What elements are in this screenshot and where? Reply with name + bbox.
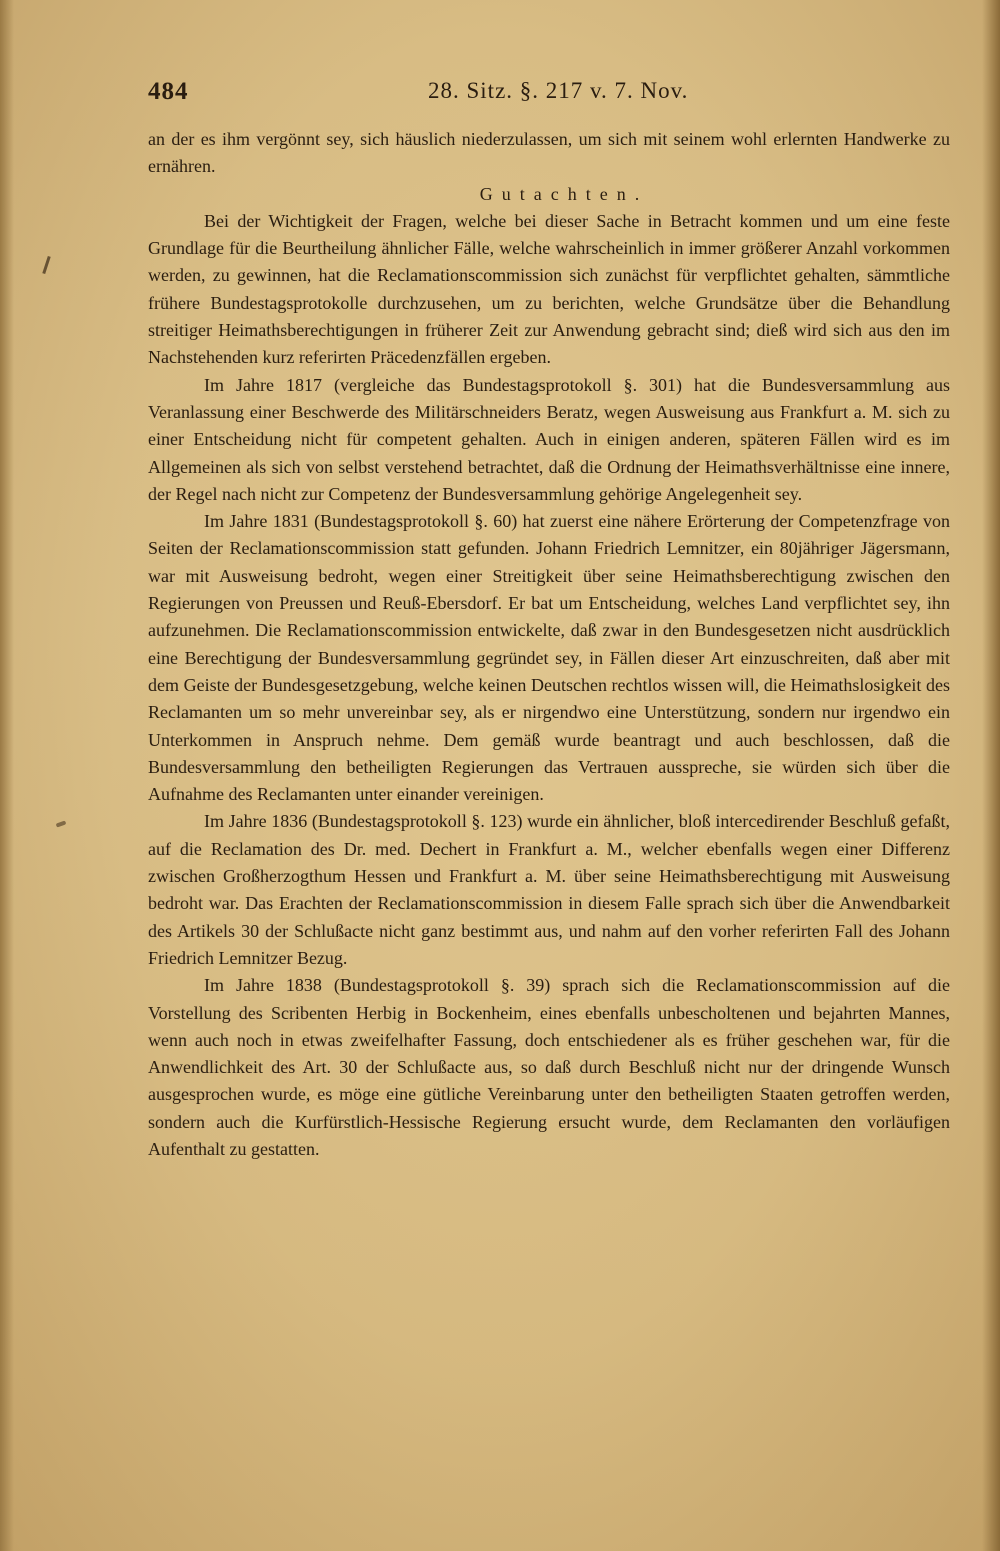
- paragraph-continuation: an der es ihm vergönnt sey, sich häuslich niederzulassen, um sich mit seinem wohl erlernten Handwerke zu ernähren.: [148, 129, 950, 177]
- page-edge-shadow-right: [982, 0, 1000, 1551]
- paragraph-intro: Bei der Wichtigkeit der Fragen, welche bei dieser Sache in Betracht kommen und um eine feste Grundlage für die Beurtheilung ähnlicher Fälle, welche wahrscheinlich in immer größerer Anzahl vorkommen werden, zu gewinnen, hat die Reclamationscommission sich zunächst für verpflichtet gehalten, sämmtliche frühere Bundestagsprotokolle durchzusehen, um zu berichten, welche Grundsätze über die Behandlung streitiger Heimathsberechtigungen in früherer Zeit zur Anwendung gebracht sind; dieß wird sich aus den im Nachstehenden kurz referirten Präcedenzfällen ergeben.: [148, 210, 950, 368]
- paragraph-1836: Im Jahre 1836 (Bundestagsprotokoll §. 123) wurde ein ähnlicher, bloß intercedirender Beschluß gefaßt, auf die Reclamation des Dr. med. Dechert in Frankfurt a. M., welcher ebenfalls wegen einer Differenz zwischen Großherzogthum Hessen und Frankfurt a. M. über seine Heimathsberechtigung mit Ausweisung bedroht war. Das Erachten der Reclamationscommission in diesem Falle sprach sich über die Anwendbarkeit des Artikels 30 der Schlußacte nicht ganz bestimmt aus, und nahm auf den vorher referirten Fall des Johann Friedrich Lemnitzer Bezug.: [148, 811, 950, 968]
- running-head: 28. Sitz. §. 217 v. 7. Nov.: [428, 78, 689, 103]
- section-heading: Gutachten.: [479, 183, 649, 204]
- body-text: [148, 126, 950, 1163]
- paragraph-1817: Im Jahre 1817 (vergleiche das Bundestagsprotokoll §. 301) hat die Bundesversammlung aus Veranlassung einer Beschwerde des Militärschneiders Beratz, wegen Ausweisung aus Frankfurt a. M. sich zu einer Entscheidung nicht für competent gehalten. Auch in einigen anderen, späteren Fällen wird es im Allgemeinen als sich von selbst verstehend betrachtet, daß die Ordnung der Heimathsverhältnisse eine innere, der Regel nach nicht zur Competenz der Bundesversammlung gehörige Angelegenheit sey.: [148, 374, 950, 504]
- page-edge-shadow-left: [0, 0, 14, 1551]
- margin-pencil-mark: [42, 256, 50, 274]
- margin-smudge: [56, 820, 67, 827]
- page-number: 484: [148, 78, 189, 105]
- paragraph-1831: Im Jahre 1831 (Bundestagsprotokoll §. 60) hat zuerst eine nähere Erörterung der Competenzfrage von Seiten der Reclamationscommission statt gefunden. Johann Friedrich Lemnitzer, ein 80jähriger Jägersmann, war mit Ausweisung bedroht, wegen einer Streitigkeit über seine Heimathsberechtigung zwischen den Regierungen von Preussen und Reuß-Ebersdorf. Er bat um Entscheidung, welches Land verpflichtet sey, ihn aufzunehmen. Die Reclamationscommission entwickelte, daß zwar in den Bundesgesetzen nicht ausdrücklich eine Berechtigung der Bundesversammlung gegründet sey, in Fällen dieser Art einzuschreiten, daß aber mit dem Geiste der Bundesgesetzgebung, welche keinen Deutschen rechtlos wissen will, die Heimathslosigkeit des Reclamanten um so mehr unvereinbar sey, als er nirgendwo eine Unterstützung, sondern nur irgendwo ein Unterkommen in Anspruch nehme. Dem gemäß wurde beantragt und auch beschlossen, daß die Bundesversammlung den betheiligten Regierungen das Vertrauen ausspreche, sie würden sich über die Aufnahme des Reclamanten unter einander vereinigen.: [148, 511, 950, 805]
- page-header: [148, 78, 950, 114]
- paragraph-1838: Im Jahre 1838 (Bundestagsprotokoll §. 39) sprach sich die Reclamationscommission auf die Vorstellung des Scribenten Herbig in Bockenheim, eines ebenfalls unbescholtenen und bejahrten Mannes, wenn auch noch in etwas zweifelhafter Fassung, doch entschiedener als es früher geschehen war, für die Anwendlichkeit des Art. 30 der Schlußacte aus, so daß durch Beschluß nicht nur der dringende Wunsch ausgesprochen wurde, es möge eine gütliche Vereinbarung unter den betheiligten Staaten getroffen werden, sondern auch die Kurfürstlich-Hessische Regierung ersucht wurde, dem Reclamanten den vorläufigen Aufenthalt zu gestatten.: [148, 975, 950, 1159]
